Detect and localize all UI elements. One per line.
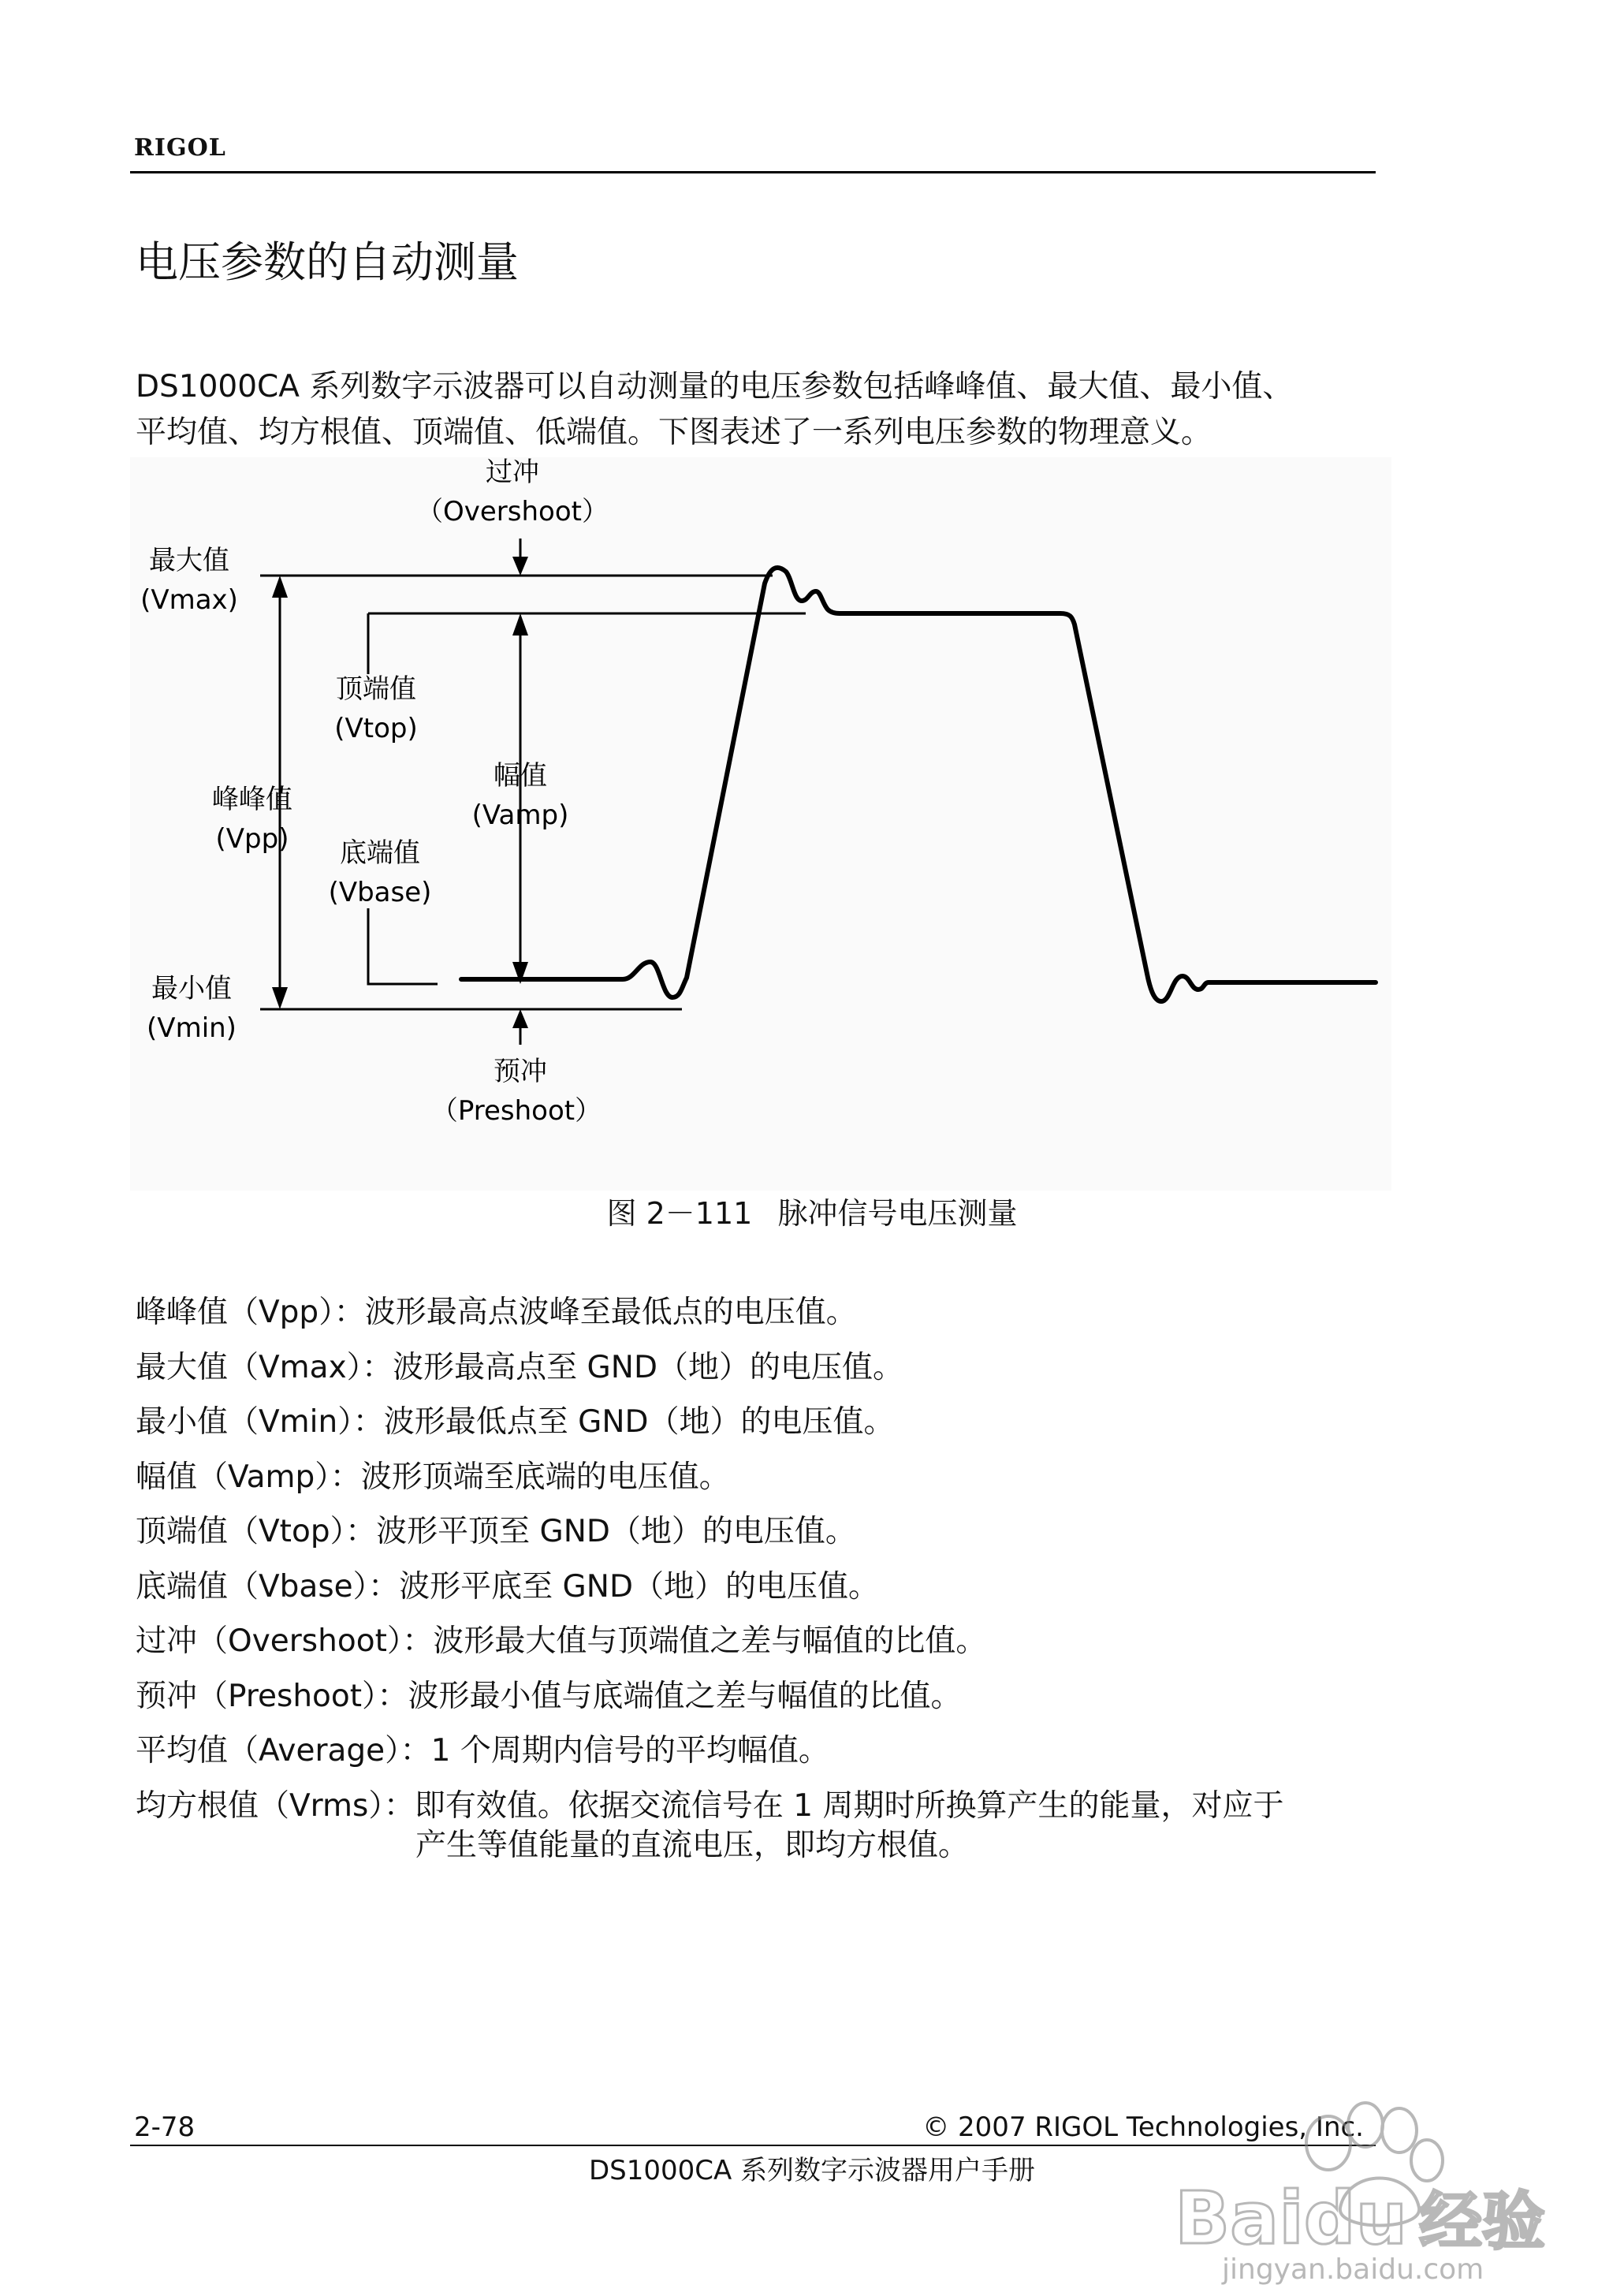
vmax-label-cn: 最大值: [149, 545, 229, 576]
figure-caption: [0, 1189, 1624, 1232]
preshoot-label-cn: 预冲: [494, 1056, 547, 1087]
definition-vmin: 最小值（Vmin）：波形最低点至 GND（地）的电压值。: [136, 1404, 895, 1440]
watermark-url: jingyan.baidu.com: [1222, 2253, 1484, 2286]
figure-number: 图 2－111: [606, 1196, 753, 1231]
vbase-label-en: (Vbase): [328, 877, 432, 908]
definition-vpp: 峰峰值（Vpp）：波形最高点波峰至最低点的电压值。: [136, 1295, 857, 1330]
vtop-label-cn: 顶端值: [336, 673, 416, 705]
vmax-label-en: (Vmax): [140, 584, 238, 616]
definitions-list: [136, 1285, 1397, 1866]
watermark-brand: Baidu: [1175, 2176, 1408, 2261]
definition-vtop: 顶端值（Vtop）：波形平顶至 GND（地）的电压值。: [136, 1514, 856, 1549]
definition-vbase: 底端值（Vbase）：波形平底至 GND（地）的电压值。: [136, 1568, 879, 1605]
definition-preshoot: 预冲（Preshoot）：波形最小值与底端值之差与幅值的比值。: [136, 1678, 962, 1714]
overshoot-label-en: （Overshoot）: [416, 496, 609, 527]
definition-vmax: 最大值（Vmax）：波形最高点至 GND（地）的电压值。: [136, 1349, 903, 1385]
section-title: 电压参数的自动测量: [136, 237, 519, 287]
watermark-jingyan: 经验: [1419, 2185, 1545, 2258]
vamp-label-cn: 幅值: [494, 760, 547, 792]
vamp-label-en: (Vamp): [471, 800, 569, 831]
preshoot-label-en: （Preshoot）: [430, 1095, 602, 1127]
header-rule: [130, 171, 1376, 173]
page-number: 2-78: [134, 2112, 196, 2143]
vpp-label-en: (Vpp): [215, 823, 289, 855]
vtop-label-en: (Vtop): [334, 713, 418, 744]
vmin-label-cn: 最小值: [151, 973, 232, 1004]
intro-line-1: DS1000CA 系列数字示波器可以自动测量的电压参数包括峰峰值、最大值、最小值、: [136, 369, 1294, 404]
vmin-label-en: (Vmin): [147, 1012, 237, 1044]
figure-caption-text: 脉冲信号电压测量: [777, 1196, 1018, 1231]
definition-vrms-line-2: 产生等值能量的直流电压，即均方根值。: [415, 1827, 970, 1863]
baidu-watermark: [1159, 2082, 1600, 2287]
intro-line-2: 平均值、均方根值、顶端值、低端值。下图表述了一系列电压参数的物理意义。: [136, 415, 1212, 450]
definition-vamp: 幅值（Vamp）：波形顶端至底端的电压值。: [136, 1459, 730, 1495]
pulse-measurement-diagram: [130, 457, 1391, 1191]
vbase-label-cn: 底端值: [340, 837, 420, 869]
vpp-label-cn: 峰峰值: [212, 784, 292, 815]
header-brand: RIGOL: [134, 134, 226, 162]
overshoot-label-cn: 过冲: [486, 457, 539, 488]
definition-vrms-line-1: 均方根值（Vrms）：即有效值。依据交流信号在 1 周期时所换算产生的能量，对应于: [136, 1787, 1284, 1824]
footer-copyright: © 2007 RIGOL Technologies, Inc.: [922, 2112, 1364, 2143]
definition-overshoot: 过冲（Overshoot）：波形最大值与顶端值之差与幅值的比值。: [136, 1623, 987, 1659]
intro-paragraph: [136, 364, 1397, 456]
definition-average: 平均值（Average）：1 个周期内信号的平均幅值。: [136, 1733, 829, 1769]
footer-manual-title: DS1000CA 系列数字示波器用户手册: [588, 2155, 1036, 2186]
figure-background: [130, 457, 1391, 1191]
